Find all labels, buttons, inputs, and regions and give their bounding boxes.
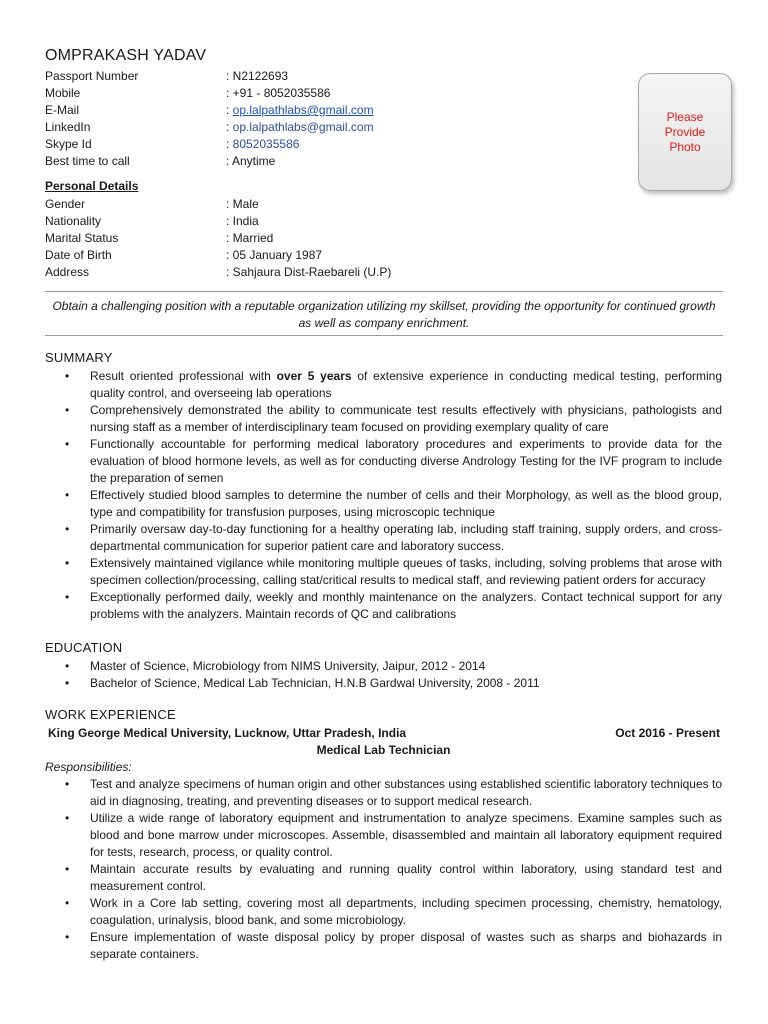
personal-row-gender (45, 196, 645, 213)
personal-label: Marital Status (45, 231, 119, 245)
personal-value: : Married (226, 231, 274, 245)
contact-row-passport (45, 68, 645, 85)
objective-statement: Obtain a challenging position with a reputable organization utilizing my skillset, providing the opportunity for continued growth as well as company enrichment. (52, 299, 716, 330)
personal-label: Address (45, 265, 90, 279)
contact-prefix: : (226, 103, 233, 117)
responsibilities-label: Responsibilities: (45, 760, 132, 774)
personal-label: Gender (45, 197, 86, 211)
contact-value: : N2122693 (226, 69, 289, 83)
summary-list (45, 368, 722, 623)
contact-value (226, 102, 374, 119)
employer-name: King George Medical University, Lucknow, Uttar Pradesh, India (48, 726, 407, 740)
list-item: • Extensively maintained vigilance while monitoring multiple queues of tasks, including, solving problems that arose with specimen collection/processing, calling stat/critical results to medical staff, and reviewing patient orders for accuracy (45, 555, 722, 589)
personal-value: : India (226, 214, 259, 228)
list-item: • Utilize a wide range of laboratory equipment and instrumentation to analyze specimens. Examine samples such as blood and bone marrow under microscopes. Assemble, disassembled and maintain all laboratory equipment required for tests, research, process, or quality control. (45, 810, 722, 861)
photo-placeholder (638, 73, 732, 191)
contact-row-email (45, 102, 645, 119)
contact-row-call-time (45, 153, 645, 170)
list-item: • Test and analyze specimens of human origin and other substances using established scientific laboratory techniques to aid in diagnosing, treating, and preventing diseases or to support medical research. (45, 776, 722, 810)
list-item: • Result oriented professional with over 5 years of extensive experience in conducting medical testing, performing quality control, and overseeing lab operations (45, 368, 722, 402)
contact-label: Best time to call (45, 154, 130, 168)
candidate-name: OMPRAKASH YADAV (45, 47, 207, 64)
contact-label: E-Mail (45, 103, 80, 117)
personal-value: : Sahjaura Dist-Raebareli (U.P) (226, 265, 392, 279)
personal-value: : Male (226, 197, 259, 211)
list-item: • Functionally accountable for performing medical laboratory procedures and experiments to provide data for the evaluation of blood hormone levels, as well as for conducting diverse Andrology Testing for the IVF program to include the preparation of semen (45, 436, 722, 487)
contact-row-skype (45, 136, 645, 153)
contact-row-linkedin (45, 119, 645, 136)
personal-label: Date of Birth (45, 248, 112, 262)
list-item: • Maintain accurate results by evaluating and running quality control within laboratory, using standard test and measurement control. (45, 861, 722, 895)
list-item: • Effectively studied blood samples to determine the number of cells and their Morphology, as well as the blood group, type and compatibility for transfusion purposes, using microscopic technique (45, 487, 722, 521)
contact-prefix: : (226, 137, 233, 151)
list-item: • Exceptionally performed daily, weekly and monthly maintenance on the analyzers. Contact technical support for any problems with the analyzers. Maintain records of QC and calibrations (45, 589, 722, 623)
contact-label: LinkedIn (45, 120, 91, 134)
contact-value: : Anytime (226, 154, 276, 168)
work-experience-heading: WORK EXPERIENCE (45, 707, 176, 722)
job-title: Medical Lab Technician (316, 743, 451, 757)
personal-value: : 05 January 1987 (226, 248, 323, 262)
personal-label: Nationality (45, 214, 102, 228)
personal-row-marital (45, 230, 645, 247)
list-item: • Work in a Core lab setting, covering most all departments, including specimen processing, chemistry, hematology, coagulation, urinalysis, blood bank, and some microbiology. (45, 895, 722, 929)
personal-row-nationality (45, 213, 645, 230)
photo-placeholder-text: Please Provide Photo (664, 109, 706, 154)
list-item: • Primarily oversaw day-to-day functioning for a healthy operating lab, including staff training, supply orders, and cross-departmental communication for superior patient care and laboratory success. (45, 521, 722, 555)
list-item: • Ensure implementation of waste disposal policy by proper disposal of wastes such as sharps and biohazards in separate containers. (45, 929, 722, 963)
contact-row-mobile (45, 85, 645, 102)
contact-value: : +91 - 8052035586 (226, 86, 331, 100)
divider (45, 335, 723, 336)
list-item: • Master of Science, Microbiology from NIMS University, Jaipur, 2012 - 2014 (45, 658, 722, 675)
contact-prefix: : (226, 120, 233, 134)
education-heading: EDUCATION (45, 640, 123, 655)
personal-details-heading: Personal Details (45, 179, 139, 193)
divider (45, 291, 723, 292)
list-item: • Bachelor of Science, Medical Lab Technician, H.N.B Gardwal University, 2008 - 2011 (45, 675, 722, 692)
education-list (45, 658, 722, 692)
skype-value: 8052035586 (232, 137, 300, 151)
linkedin-value: op.lalpathlabs@gmail.com (232, 120, 374, 134)
contact-label: Skype Id (45, 137, 92, 151)
list-item: • Comprehensively demonstrated the ability to communicate test results effectively with physicians, pathologists and nursing staff as a member of interdisciplinary team focused on providing exemplary quality of care (45, 402, 722, 436)
contact-label: Mobile (45, 86, 81, 100)
employment-dates: Oct 2016 - Present (615, 726, 720, 740)
contact-value (226, 119, 374, 136)
personal-row-address (45, 264, 645, 281)
job-header (45, 725, 722, 742)
summary-heading: SUMMARY (45, 350, 113, 365)
contact-value (226, 136, 299, 153)
email-link[interactable]: op.lalpathlabs@gmail.com (232, 103, 374, 117)
responsibilities-list (45, 776, 722, 963)
personal-row-dob (45, 247, 645, 264)
contact-label: Passport Number (45, 69, 139, 83)
